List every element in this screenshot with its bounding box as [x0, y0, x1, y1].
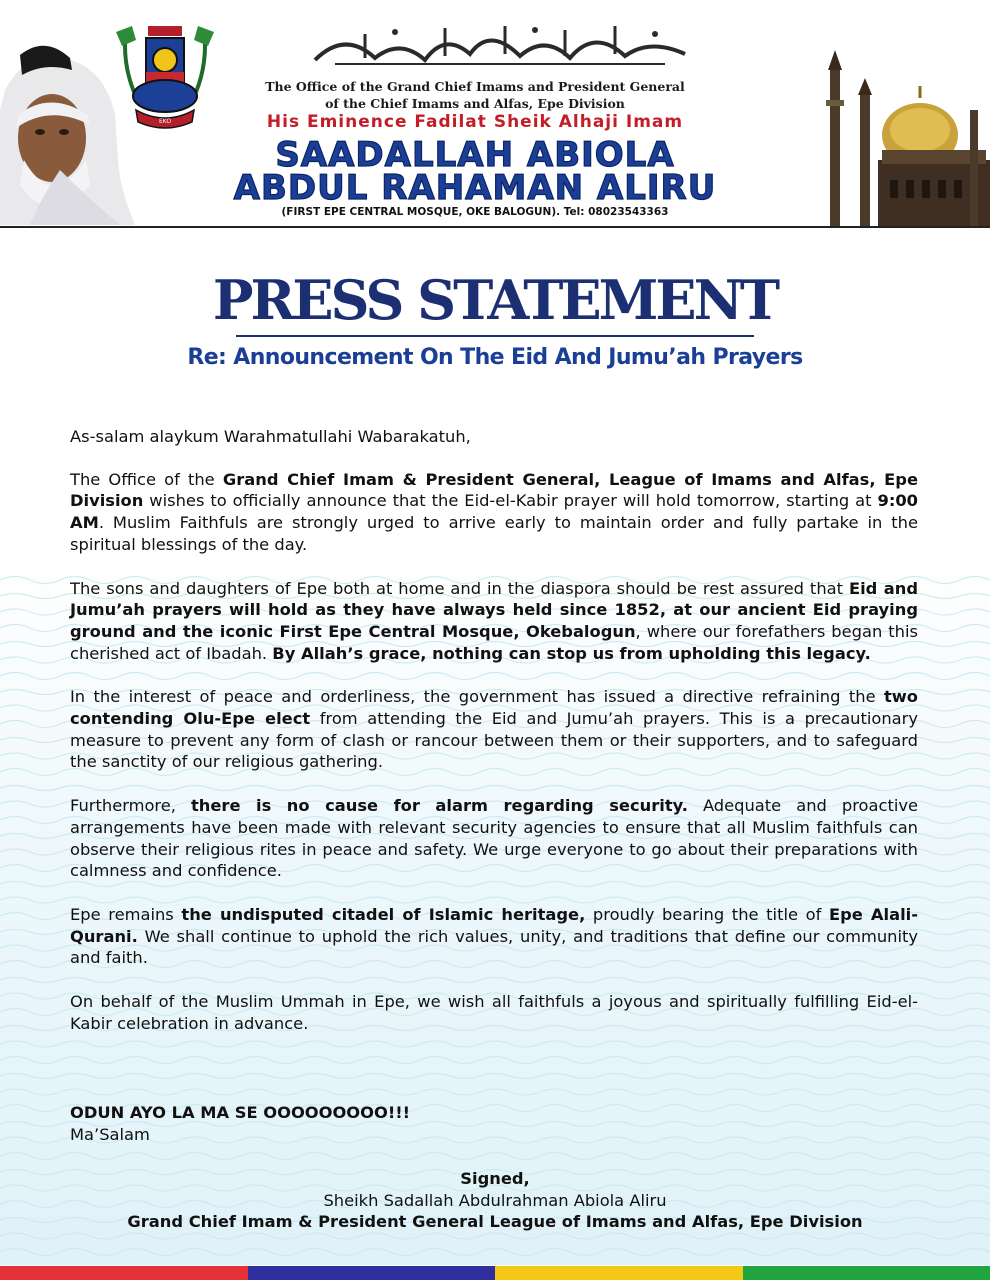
- stripe-red: [0, 1266, 248, 1280]
- text: We shall continue to uphold the rich values, unity, and traditions that define our community and faith.: [70, 926, 918, 968]
- emphasis: there is no cause for alarm regarding security.: [191, 796, 688, 816]
- emphasis: By Allah’s grace, nothing can stop us from upholding this legacy.: [272, 643, 871, 663]
- imam-name-line-1: SAADALLAH ABIOLA: [275, 135, 675, 175]
- signatory-title: Grand Chief Imam & President General League of Imams and Alfas, Epe Division: [127, 1212, 863, 1232]
- lagos-state-crest-icon: [112, 22, 218, 134]
- wave-line: [0, 1233, 990, 1239]
- stripe-yellow: [495, 1266, 743, 1280]
- paragraph-heritage: [70, 904, 918, 969]
- text: proudly bearing the title of: [585, 904, 829, 924]
- text: wishes to officially announce that the Eid-el-Kabir prayer will hold tomorrow, starting at: [143, 491, 878, 511]
- eminence-title: His Eminence Fadilat Sheik Alhaji Imam: [266, 112, 684, 132]
- emphasis: the undisputed citadel of Islamic heritage,: [181, 904, 586, 924]
- text: , where our forefathers began this cherished act of Ibadah.: [70, 621, 918, 663]
- text: In the interest of peace and orderliness, the government has issued a directive refraining the: [70, 687, 884, 707]
- emphasis: Epe Alali-Qurani.: [70, 904, 918, 946]
- paragraph-wishes: On behalf of the Muslim Ummah in Epe, we wish all faithfuls a joyous and spiritually fulfilling Eid-el-Kabir celebration in advance.: [70, 992, 918, 1033]
- stripe-blue: [248, 1266, 496, 1280]
- signed-label: Signed,: [460, 1169, 530, 1188]
- emphasis: 9:00 AM: [70, 491, 918, 533]
- wave-line: [0, 1057, 990, 1064]
- text: The Office of the: [70, 469, 223, 489]
- stripe-green: [743, 1266, 990, 1280]
- emphasis: Grand Chief Imam & President General, League of Imams and Alfas, Epe Division: [70, 469, 918, 511]
- text: . Muslim Faithfuls are strongly urged to arrive early to maintain order and fully partake in the spiritual blessings of the day.: [70, 513, 918, 554]
- wave-line: [0, 1153, 990, 1160]
- imam-name-line-2: ABDUL RAHAMAN ALIRU: [233, 168, 717, 208]
- page-title: PRESS STATEMENT: [212, 268, 778, 332]
- paragraph-assurance: [70, 578, 918, 665]
- letterhead: [0, 0, 990, 228]
- arabic-calligraphy-logo: [305, 20, 695, 74]
- emphasis: Eid and Jumu’ah prayers will hold as they have always held since 1852, at our ancient Eid praying ground and the iconic First Epe Central Mosque, Okebalogun: [70, 578, 918, 641]
- mosque-icon: [790, 40, 990, 228]
- signatory-name: Sheikh Sadallah Abdulrahman Abiola Aliru: [323, 1190, 667, 1210]
- paragraph-security: [70, 795, 918, 882]
- header-divider: [0, 226, 990, 228]
- closing-salam: Ma’Salam: [70, 1124, 150, 1144]
- wave-line: [0, 1074, 990, 1079]
- closing-greeting: ODUN AYO LA MA SE OOOOOOOOO!!!: [70, 1103, 411, 1122]
- wave-line: [0, 1249, 990, 1256]
- text: The sons and daughters of Epe both at home and in the diaspora should be rest assured that: [70, 578, 849, 598]
- signature-block: [0, 1168, 990, 1233]
- mosque-address: (FIRST EPE CENTRAL MOSQUE, OKE BALOGUN). Tel: 08023543363: [281, 206, 669, 218]
- paragraph-announcement: [70, 469, 918, 556]
- color-stripe-footer: [0, 1266, 990, 1280]
- office-line-1: The Office of the Grand Chief Imams and President General: [265, 79, 685, 94]
- svg-text:EKO: EKO: [158, 118, 172, 125]
- closing: [70, 1102, 410, 1145]
- emphasis: two contending Olu-Epe elect: [70, 687, 918, 729]
- greeting: As-salam alaykum Warahmatullahi Wabarakatuh,: [70, 427, 471, 446]
- paragraph-directive: [70, 686, 918, 773]
- statement-body: [70, 426, 918, 1056]
- text: Furthermore,: [70, 796, 191, 816]
- page-subtitle: Re: Announcement On The Eid And Jumu’ah Prayers: [187, 345, 803, 370]
- text: from attending the Eid and Jumu’ah prayers. This is a precautionary measure to prevent any form of clash or rancour between them or their supporters, and to safeguard the sanctity of our religious gathering.: [70, 709, 918, 772]
- office-line-2: of the Chief Imams and Alfas, Epe Division: [325, 96, 625, 111]
- title-underline: [236, 335, 754, 337]
- text: Adequate and proactive arrangements have been made with relevant security agencies to ensure that all Muslim faithfuls can observe their religious rites in peace and safety. We urge everyone to go about their preparations with calmness and confidence.: [70, 796, 919, 881]
- text: Epe remains: [70, 904, 182, 924]
- wave-line: [0, 1089, 990, 1095]
